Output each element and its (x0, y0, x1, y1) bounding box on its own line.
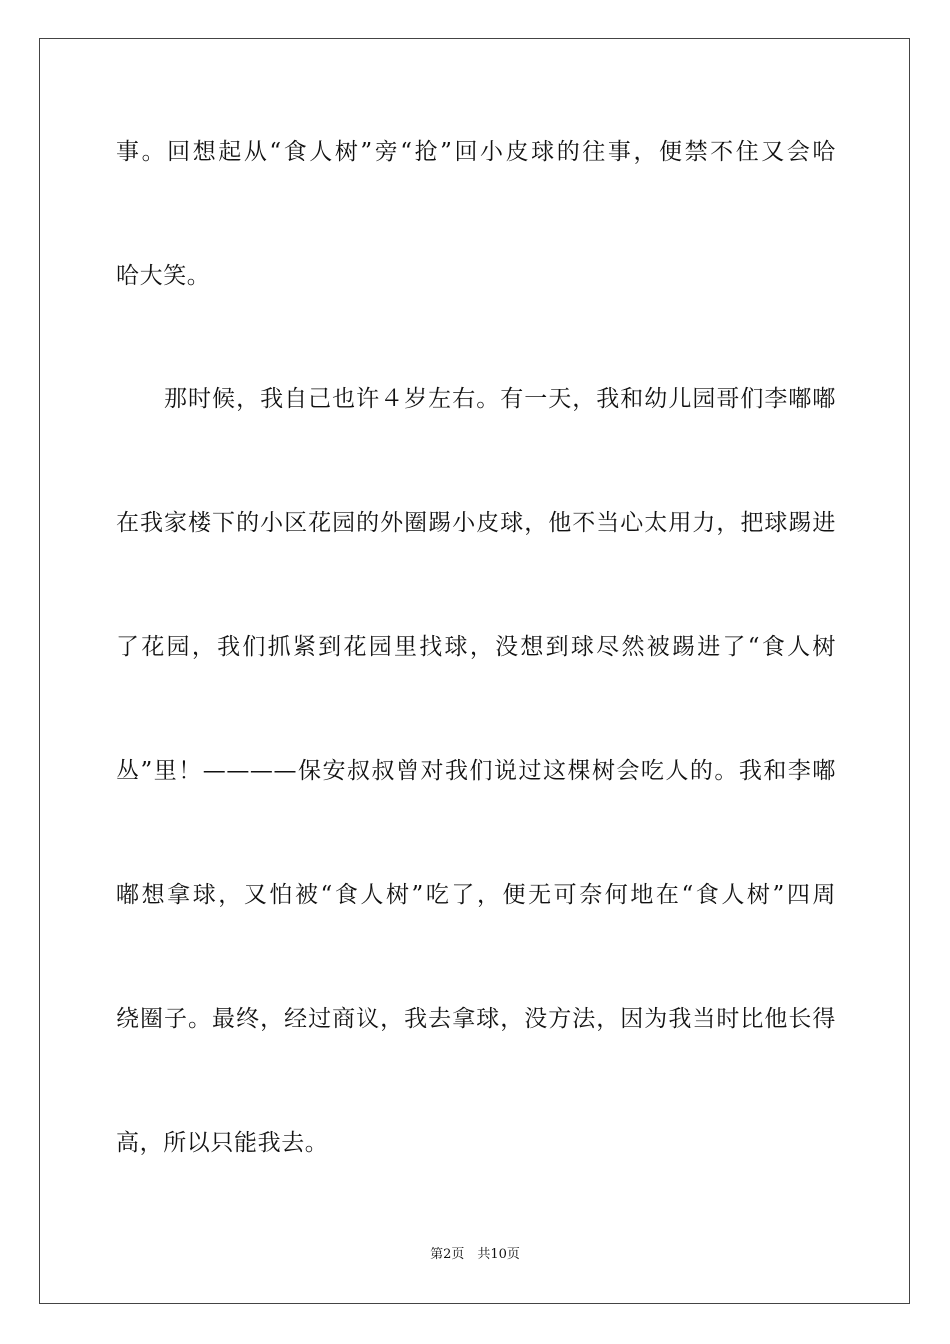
text-line-3: 那时候，我自己也许４岁左右。有一天，我和幼儿园哥们李嘟嘟 (116, 386, 836, 412)
text-line-9: 高，所以只能我去。 (116, 1130, 329, 1156)
text-line-2: 哈大笑。 (116, 263, 211, 289)
text-line-5: 了花园，我们抓紧到花园里找球，没想到球尽然被踢进了“食人树 (116, 634, 836, 660)
text-line-6: 丛”里！————保安叔叔曾对我们说过这棵树会吃人的。我和李嘟 (116, 758, 836, 784)
page-number-footer: 第2页 共10页 (430, 1247, 520, 1262)
text-line-8: 绕圈子。最终，经过商议，我去拿球，没方法，因为我当时比他长得 (116, 1006, 836, 1032)
text-line-1: 事。回想起从“食人树”旁“抢”回小皮球的往事，便禁不住又会哈 (116, 139, 836, 165)
page-frame (39, 38, 910, 1304)
text-line-4: 在我家楼下的小区花园的外圈踢小皮球，他不当心太用力，把球踢进 (116, 510, 836, 536)
text-line-7: 嘟想拿球，又怕被“食人树”吃了，便无可奈何地在“食人树”四周 (116, 882, 836, 908)
